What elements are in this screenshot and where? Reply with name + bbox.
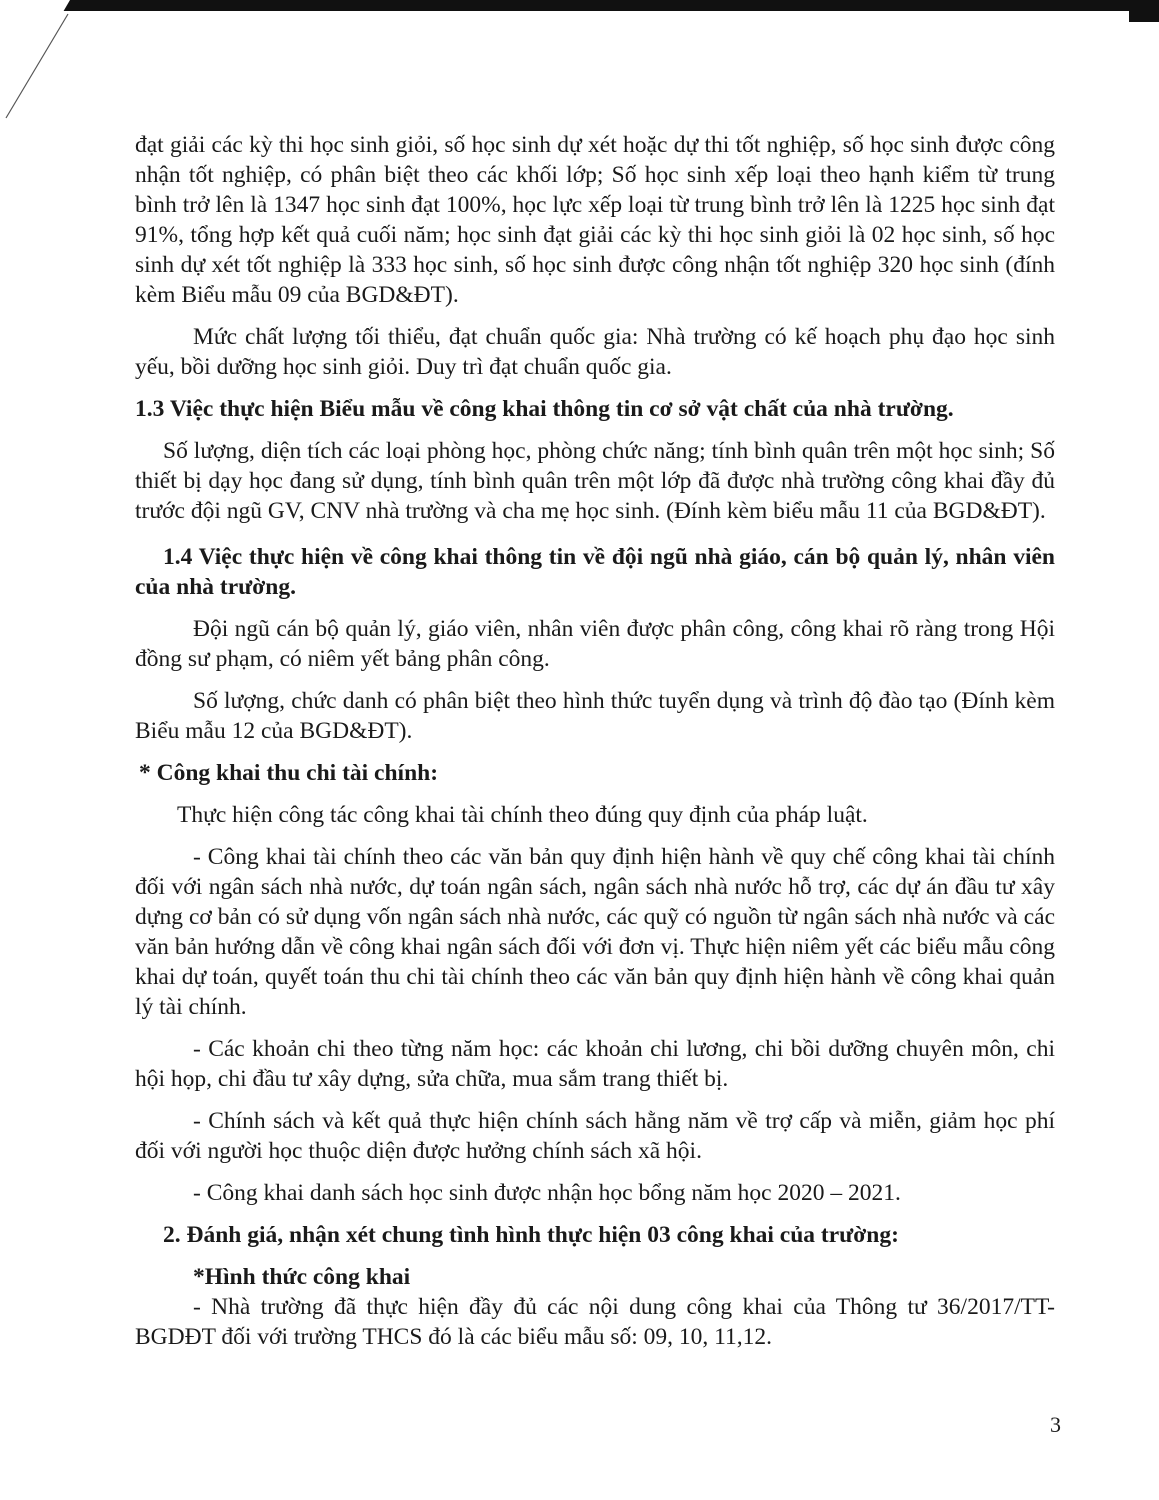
scan-top-edge xyxy=(0,0,1159,11)
heading-facilities: 1.3 Việc thực hiện Biểu mẫu về công khai thông tin cơ sở vật chất của nhà trường. xyxy=(135,396,954,422)
heading-finance: * Công khai thu chi tài chính: xyxy=(139,760,439,786)
paragraph-minimum-quality: Mức chất lượng tối thiểu, đạt chuẩn quốc gia: Nhà trường có kế hoạch phụ đạo học sinh yếu, bồi dưỡng học sinh giỏi. Duy trì đạt chuẩn quốc gia. xyxy=(135,324,1055,380)
heading-evaluation: 2. Đánh giá, nhận xét chung tình hình thực hiện 03 công khai của trường: xyxy=(163,1222,899,1248)
page-number: 3 xyxy=(1050,1412,1061,1437)
paragraph-results: đạt giải các kỳ thi học sinh giỏi, số học sinh dự xét hoặc dự thi tốt nghiệp, số học sinh được công nhận tốt nghiệp, có phân biệt theo các khối lớp; Số học sinh xếp loại theo hạnh kiểm từ trung bình trở lên là 1347 học sinh đạt 100%, học lực xếp loại từ trung bình trở lên là 1225 học sinh đạt 91%, tổng hợp kết quả cuối năm; học sinh đạt giải các kỳ thi học sinh giỏi là 02 học sinh, số học sinh dự xét tốt nghiệp là 333 học sinh, số học sinh được công nhận tốt nghiệp 320 học sinh (đính kèm Biểu mẫu 09 của BGD&ĐT). xyxy=(135,132,1055,308)
folded-corner xyxy=(0,0,70,120)
scan-corner-mark xyxy=(1129,0,1159,22)
paragraph-staff-qualifications: Số lượng, chức danh có phân biệt theo hình thức tuyển dụng và trình độ đào tạo (Đính kèm Biểu mẫu 12 của BGD&ĐT). xyxy=(135,688,1055,744)
paragraph-tuition-policy: - Chính sách và kết quả thực hiện chính sách hằng năm về trợ cấp và miễn, giảm học phí đối với người học thuộc diện được hưởng chính sách xã hội. xyxy=(135,1108,1055,1164)
document-body xyxy=(135,130,1055,1352)
paragraph-expenditures: - Các khoản chi theo từng năm học: các khoản chi lương, chi bồi dưỡng chuyên môn, chi hội họp, chi đầu tư xây dựng, sửa chữa, mua sắm trang thiết bị. xyxy=(135,1036,1055,1092)
paragraph-staff-assignment: Đội ngũ cán bộ quản lý, giáo viên, nhân viên được phân công, công khai rõ ràng trong Hội đồng sư phạm, có niêm yết bảng phân công. xyxy=(135,616,1055,672)
paragraph-finance-disclosure: - Công khai tài chính theo các văn bản quy định hiện hành về quy chế công khai tài chính đối với ngân sách nhà nước, dự toán ngân sách, ngân sách nhà nước hỗ trợ, các dự án đầu tư xây dựng cơ bản có sử dụng vốn ngân sách nhà nước, các quỹ có nguồn từ ngân sách nhà nước và các văn bản hướng dẫn về công khai ngân sách đối với đơn vị. Thực hiện niêm yết các biểu mẫu công khai dự toán, quyết toán thu chi tài chính theo các văn bản quy định hiện hành về công khai quản lý tài chính. xyxy=(135,844,1055,1020)
heading-staff: 1.4 Việc thực hiện về công khai thông tin về đội ngũ nhà giáo, cán bộ quản lý, nhân viên của nhà trường. xyxy=(135,544,1055,600)
paragraph-scholarships: - Công khai danh sách học sinh được nhận học bổng năm học 2020 – 2021. xyxy=(193,1180,901,1206)
paragraph-facilities: Số lượng, diện tích các loại phòng học, phòng chức năng; tính bình quân trên một học sinh; Số thiết bị dạy học đang sử dụng, tính bình quân trên một lớp đã được nhà trường công khai đầy đủ trước đội ngũ GV, CNV nhà trường và cha mẹ học sinh. (Đính kèm biểu mẫu 11 của BGD&ĐT). xyxy=(135,438,1055,524)
heading-disclosure-form: *Hình thức công khai xyxy=(193,1264,411,1290)
paragraph-circular: - Nhà trường đã thực hiện đầy đủ các nội dung công khai của Thông tư 36/2017/TT-BGDĐT đối với trường THCS đó là các biểu mẫu số: 09, 10, 11,12. xyxy=(135,1294,1055,1350)
paragraph-finance-intro: Thực hiện công tác công khai tài chính theo đúng quy định của pháp luật. xyxy=(177,802,868,828)
